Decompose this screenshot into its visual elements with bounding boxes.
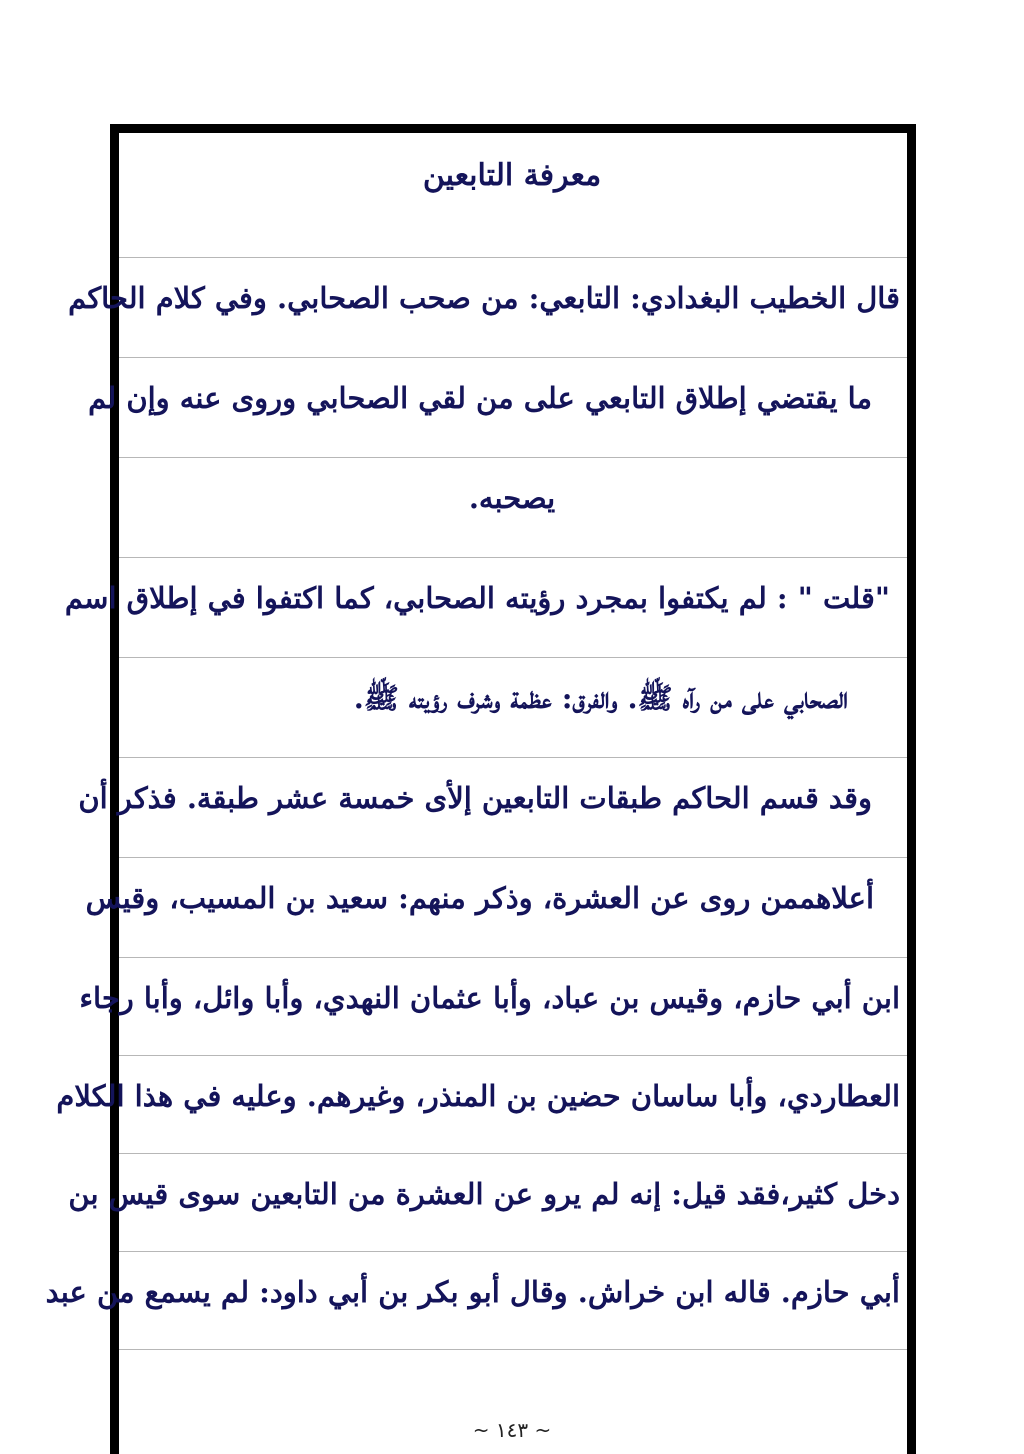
page-number: ~ ١٤٣ ~ (472, 1418, 552, 1442)
line-rule (119, 1153, 907, 1154)
line-rule (119, 357, 907, 358)
text-line: قال الخطيب البغدادي: التابعي: من صحب الصحابي. وفي كلام الحاكم (68, 281, 900, 315)
text-line: وقد قسم الحاكم طبقات التابعين إلأى خمسة عشر طبقة. فذكر أن (78, 781, 872, 815)
line-rule (119, 957, 907, 958)
line-rule (119, 1349, 907, 1350)
line-rule (119, 757, 907, 758)
text-line: "قلت " : لم يكتفوا بمجرد رؤيته الصحابي، كما اكتفوا في إطلاق اسم (64, 581, 890, 615)
text-line: يصحبه. (468, 481, 556, 515)
text-line: ما يقتضي إطلاق التابعي على من لقي الصحابي وروى عنه وإن لم (88, 381, 872, 415)
line-rule (119, 1251, 907, 1252)
page-title: معرفة التابعين (422, 158, 602, 193)
line-rule (119, 557, 907, 558)
text-line: العطاردي، وأبا ساسان حضين بن المنذر، وغيرهم. وعليه في هذا الكلام (56, 1079, 900, 1113)
line-rule (119, 257, 907, 258)
text-line: أبي حازم. قاله ابن خراش. وقال أبو بكر بن أبي داود: لم يسمع من عبد (45, 1275, 900, 1309)
line-rule (119, 1055, 907, 1056)
text-line: الصحابي على من رآه ﷺ. والفرق: عظمة وشرف رؤيته ﷺ. (353, 681, 848, 715)
text-line: أعلاهممن روى عن العشرة، وذكر منهم: سعيد بن المسيب، وقيس (85, 881, 874, 915)
text-line: دخل كثير،فقد قيل: إنه لم يرو عن العشرة من التابعين سوى قيس بن (68, 1177, 900, 1211)
line-rule (119, 657, 907, 658)
line-rule (119, 857, 907, 858)
line-rule (119, 457, 907, 458)
text-line: ابن أبي حازم، وقيس بن عباد، وأبا عثمان النهدي، وأبا وائل، وأبا رجاء (79, 981, 900, 1015)
